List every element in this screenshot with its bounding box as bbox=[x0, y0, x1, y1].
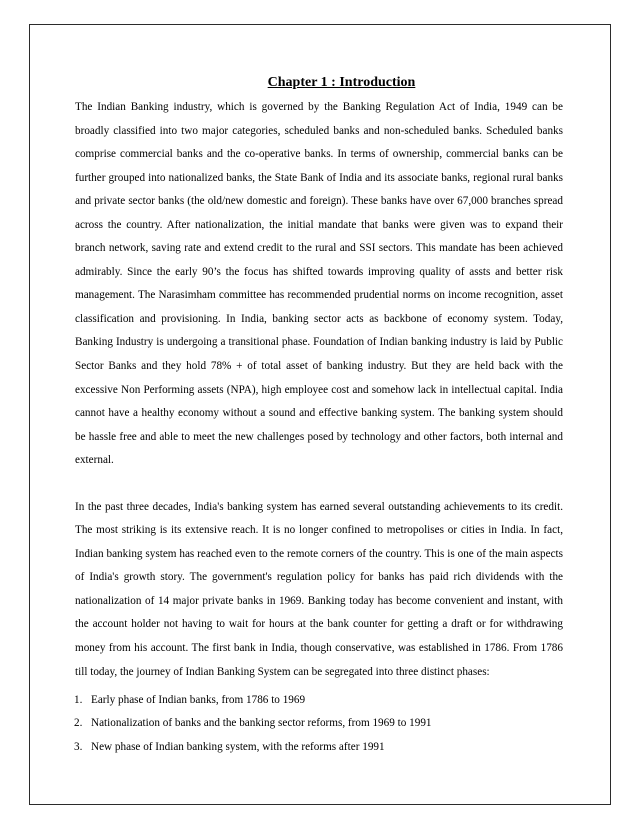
document-body bbox=[75, 74, 563, 759]
list-item bbox=[56, 689, 563, 712]
list-item-number: 1 . bbox=[74, 689, 82, 712]
list-item-text: New phase of Indian banking system, with the reforms after 1991 bbox=[91, 740, 385, 753]
list-item-text: Early phase of Indian banks, from 1786 to 1969 bbox=[91, 694, 306, 707]
list-item-number: 2 . bbox=[74, 712, 82, 735]
chapter-title: Chapter 1 : Introduction bbox=[267, 75, 416, 90]
paragraph-banking-history: In the past three decades, India's banking system has earned several outstanding achievements to its credit. The most striking is its extensive reach. It is no longer confined to metropolises or cities in India. In fact, Indian banking system has reached even to the remote corners of the country. This is one of the main aspects of India's growth story. The government's regulation policy for banks has paid rich dividends with the nationalization of 14 major private banks in 1969. Banking today has become convenient and instant, with the account holder not having to wait for hours at the bank counter for getting a draft or for withdrawing money from his account. The first bank in India, though conservative, was established in 1786. From 1786 till today, the journey of Indian Banking System can be segregated into three distinct phases: bbox=[75, 500, 563, 678]
list-item-text: Nationalization of banks and the banking sector reforms, from 1969 to 1991 bbox=[91, 717, 432, 730]
list-item bbox=[56, 736, 563, 759]
phases-list bbox=[75, 689, 563, 759]
list-item bbox=[56, 712, 563, 735]
paragraph-banking-overview: The Indian Banking industry, which is governed by the Banking Regulation Act of India, 1949 can be broadly classified into two major categories, scheduled banks and non-scheduled banks. Scheduled banks comprise commercial banks and the co-operative banks. In terms of ownership, commercial banks can be further grouped into nationalized banks, the State Bank of India and its associate banks, regional rural banks and private sector banks (the old/new domestic and foreign). These banks have over 67,000 branches spread across the country. After nationalization, the initial mandate that banks were given was to expand their branch network, saving rate and extend credit to the rural and SSI sectors. This mandate has been achieved admirably. Since the early 90’s the focus has shifted towards improving quality of assts and better risk management. The Narasimham committee has recommended prudential norms on income recognition, asset classification and provisioning. In India, banking sector acts as backbone of economy system. Today, Banking Industry is undergoing a transitional phase. Foundation of Indian banking industry is laid by Public Sector Banks and they hold 78% + of total asset of banking industry. But they are held back with the excessive Non Performing assets (NPA), high employee cost and somehow lack in intellectual capital. India cannot have a healthy economy without a sound and effective banking system. The banking system should be hassle free and able to meet the new challenges posed by technology and other factors, both internal and external. bbox=[75, 101, 563, 467]
list-item-number: 3 . bbox=[74, 736, 82, 759]
